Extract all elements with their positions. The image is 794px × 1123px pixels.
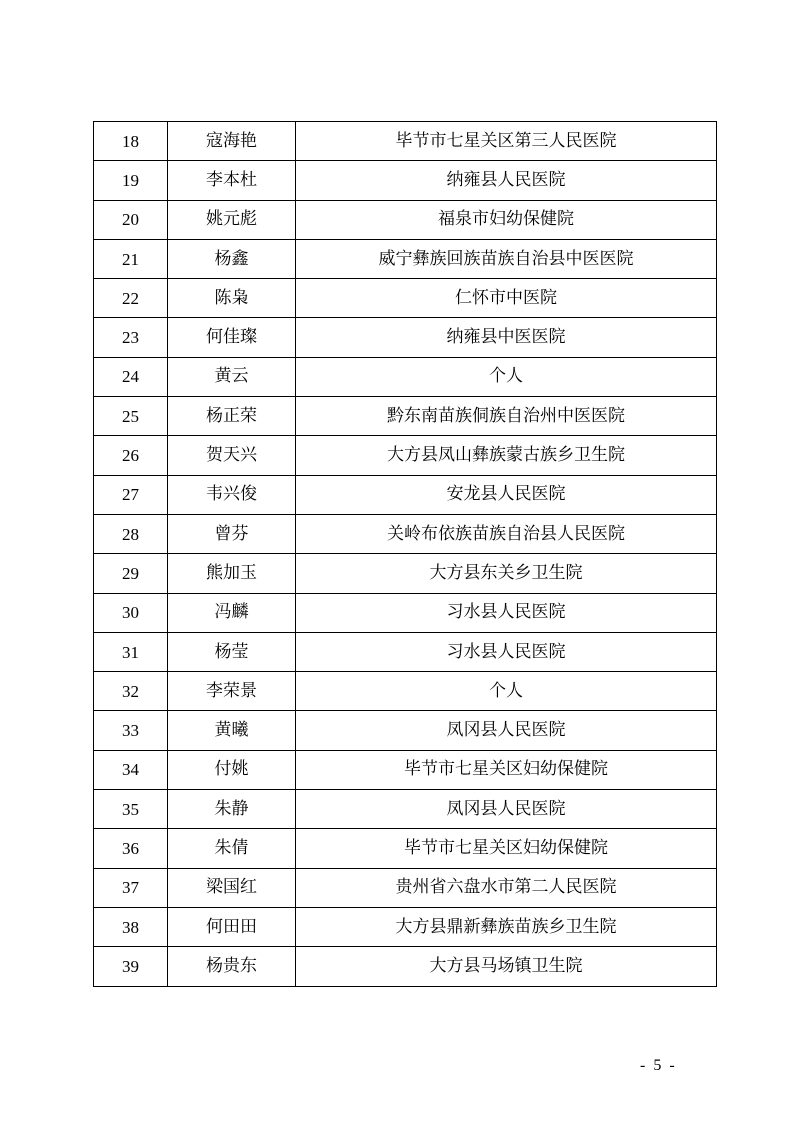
row-name-cell: 陈枭 [168, 279, 296, 318]
row-organization-cell: 福泉市妇幼保健院 [296, 200, 717, 239]
row-number-cell: 23 [94, 318, 168, 357]
row-name-cell: 付姚 [168, 750, 296, 789]
row-organization-cell: 关岭布依族苗族自治县人民医院 [296, 514, 717, 553]
row-name-cell: 何佳璨 [168, 318, 296, 357]
row-number-cell: 38 [94, 907, 168, 946]
row-organization-cell: 习水县人民医院 [296, 632, 717, 671]
row-organization-cell: 凤冈县人民医院 [296, 790, 717, 829]
table-body [94, 122, 717, 987]
row-organization-cell: 黔东南苗族侗族自治州中医医院 [296, 397, 717, 436]
row-name-cell: 冯麟 [168, 593, 296, 632]
table-row [94, 318, 717, 357]
row-number-cell: 29 [94, 554, 168, 593]
row-name-cell: 黄云 [168, 357, 296, 396]
row-name-cell: 贺天兴 [168, 436, 296, 475]
row-organization-cell: 贵州省六盘水市第二人民医院 [296, 868, 717, 907]
row-number-cell: 28 [94, 514, 168, 553]
row-name-cell: 杨莹 [168, 632, 296, 671]
row-organization-cell: 威宁彝族回族苗族自治县中医医院 [296, 239, 717, 278]
row-name-cell: 寇海艳 [168, 122, 296, 161]
row-name-cell: 李本杜 [168, 161, 296, 200]
table-row [94, 593, 717, 632]
row-number-cell: 27 [94, 475, 168, 514]
table-row [94, 122, 717, 161]
table-row [94, 711, 717, 750]
row-name-cell: 黄曦 [168, 711, 296, 750]
table-row [94, 554, 717, 593]
row-number-cell: 19 [94, 161, 168, 200]
table-row [94, 829, 717, 868]
row-number-cell: 37 [94, 868, 168, 907]
row-organization-cell: 纳雍县人民医院 [296, 161, 717, 200]
row-organization-cell: 大方县凤山彝族蒙古族乡卫生院 [296, 436, 717, 475]
row-number-cell: 35 [94, 790, 168, 829]
table-row [94, 161, 717, 200]
row-number-cell: 39 [94, 947, 168, 986]
table-row [94, 436, 717, 475]
table-row [94, 672, 717, 711]
table-row [94, 632, 717, 671]
row-number-cell: 26 [94, 436, 168, 475]
row-name-cell: 杨贵东 [168, 947, 296, 986]
table-row [94, 397, 717, 436]
row-number-cell: 36 [94, 829, 168, 868]
row-number-cell: 20 [94, 200, 168, 239]
table-row [94, 279, 717, 318]
row-number-cell: 34 [94, 750, 168, 789]
row-number-cell: 32 [94, 672, 168, 711]
row-name-cell: 朱倩 [168, 829, 296, 868]
row-number-cell: 30 [94, 593, 168, 632]
row-organization-cell: 个人 [296, 357, 717, 396]
row-organization-cell: 毕节市七星关区妇幼保健院 [296, 750, 717, 789]
row-organization-cell: 毕节市七星关区妇幼保健院 [296, 829, 717, 868]
table-row [94, 947, 717, 986]
table-row [94, 357, 717, 396]
page-number: - 5 - [640, 1057, 677, 1074]
table-row [94, 200, 717, 239]
row-name-cell: 姚元彪 [168, 200, 296, 239]
table-row [94, 475, 717, 514]
row-name-cell: 杨鑫 [168, 239, 296, 278]
row-number-cell: 24 [94, 357, 168, 396]
row-organization-cell: 毕节市七星关区第三人民医院 [296, 122, 717, 161]
row-organization-cell: 习水县人民医院 [296, 593, 717, 632]
table-row [94, 750, 717, 789]
table-row [94, 868, 717, 907]
row-name-cell: 韦兴俊 [168, 475, 296, 514]
row-number-cell: 31 [94, 632, 168, 671]
row-name-cell: 李荣景 [168, 672, 296, 711]
row-name-cell: 何田田 [168, 907, 296, 946]
row-organization-cell: 大方县东关乡卫生院 [296, 554, 717, 593]
row-name-cell: 梁国红 [168, 868, 296, 907]
table-row [94, 790, 717, 829]
row-name-cell: 曾芬 [168, 514, 296, 553]
row-number-cell: 18 [94, 122, 168, 161]
table-row [94, 514, 717, 553]
row-number-cell: 21 [94, 239, 168, 278]
row-organization-cell: 个人 [296, 672, 717, 711]
row-organization-cell: 凤冈县人民医院 [296, 711, 717, 750]
table-row [94, 907, 717, 946]
row-organization-cell: 大方县马场镇卫生院 [296, 947, 717, 986]
row-name-cell: 熊加玉 [168, 554, 296, 593]
row-number-cell: 22 [94, 279, 168, 318]
personnel-table [93, 121, 717, 987]
row-name-cell: 杨正荣 [168, 397, 296, 436]
row-organization-cell: 仁怀市中医院 [296, 279, 717, 318]
row-number-cell: 25 [94, 397, 168, 436]
row-organization-cell: 大方县鼎新彝族苗族乡卫生院 [296, 907, 717, 946]
row-name-cell: 朱静 [168, 790, 296, 829]
row-number-cell: 33 [94, 711, 168, 750]
table-row [94, 239, 717, 278]
row-organization-cell: 纳雍县中医医院 [296, 318, 717, 357]
row-organization-cell: 安龙县人民医院 [296, 475, 717, 514]
